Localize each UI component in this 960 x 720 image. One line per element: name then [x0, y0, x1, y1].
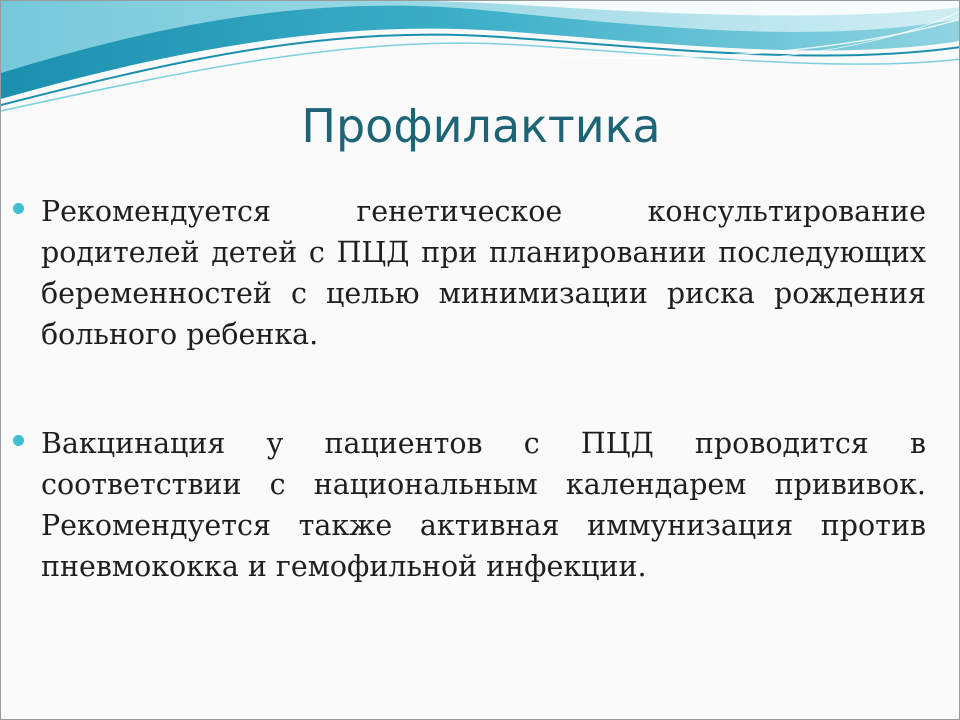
slide-title: Профилактика [301, 99, 661, 153]
bullet-text: Рекомендуется генетическое консультирование родителей детей с ПЦД при планировании последующих беременностей с целью минимизации риска рождения больного ребенка. [41, 195, 926, 351]
bullet-item-genetic-counseling [41, 191, 926, 355]
bullet-text: Вакцинация у пациентов с ПЦД проводится в соответствии с национальным календарем прививок. Рекомендуется также активная иммунизация против пневмококка и гемофильной инфекции. [41, 427, 926, 583]
bullet-list [41, 191, 926, 587]
bullet-dot-icon [13, 203, 24, 214]
bullet-dot-icon [13, 435, 24, 446]
bullet-item-vaccination [41, 423, 926, 587]
